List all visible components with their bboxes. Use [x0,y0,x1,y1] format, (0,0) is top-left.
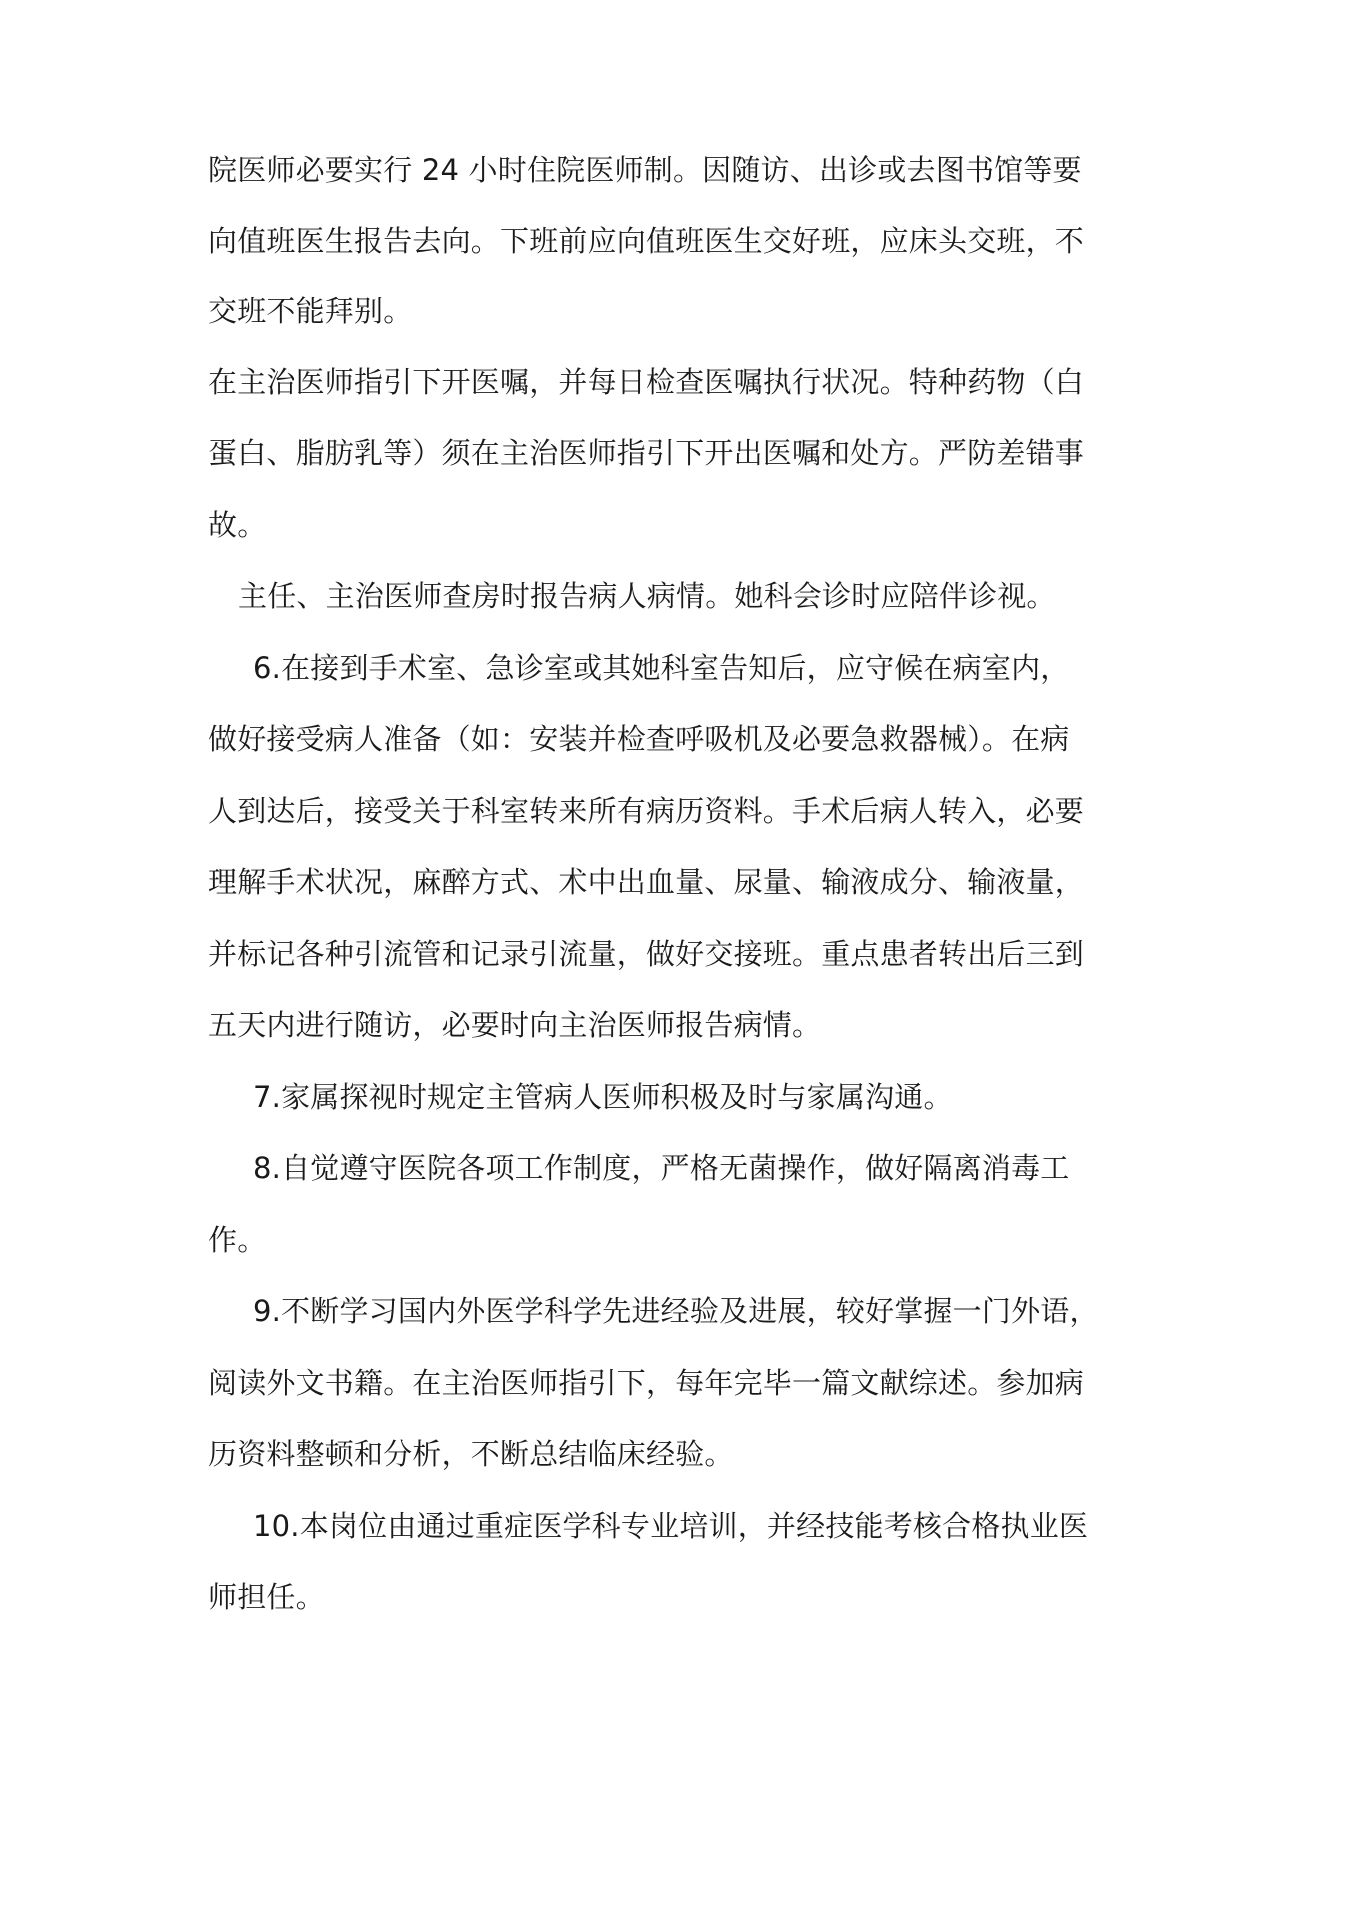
text-line: 7.家属探视时规定主管病人医师积极及时与家属沟通。 [253,1080,953,1114]
text-line: 在主治医师指引下开医嘱，并每日检查医嘱执行状况。特种药物（白 [208,365,1085,399]
text-line: 师担任。 [208,1580,325,1614]
text-line: 理解手术状况，麻醉方式、术中出血量、尿量、输液成分、输液量， [208,865,1085,899]
text-line: 8.自觉遵守医院各项工作制度，严格无菌操作，做好隔离消毒工 [253,1151,1070,1185]
text-line: 蛋白、脂肪乳等）须在主治医师指引下开出医嘱和处方。严防差错事 [208,436,1085,470]
text-line: 作。 [208,1223,267,1257]
text-line: 主任、主治医师查房时报告病人病情。她科会诊时应陪伴诊视。 [238,579,1056,613]
text-line: 故。 [208,508,267,542]
text-line: 做好接受病人准备（如：安装并检查呼吸机及必要急救器械）。在病 [208,722,1070,756]
text-line: 交班不能拜别。 [208,294,413,328]
text-line: 6.在接到手术室、急诊室或其她科室告知后，应守候在病室内， [253,651,1070,685]
text-line: 9.不断学习国内外医学科学先进经验及进展，较好掌握一门外语， [253,1294,1099,1328]
text-line: 并标记各种引流管和记录引流量，做好交接班。重点患者转出后三到 [208,937,1085,971]
text-line: 人到达后，接受关于科室转来所有病历资料。手术后病人转入，必要 [208,794,1085,828]
text-line: 五天内进行随访，必要时向主治医师报告病情。 [208,1008,822,1042]
text-line: 历资料整顿和分析，不断总结临床经验。 [208,1437,734,1471]
text-line: 向值班医生报告去向。下班前应向值班医生交好班，应床头交班，不 [208,224,1085,258]
text-line: 阅读外文书籍。在主治医师指引下，每年完毕一篇文献综述。参加病 [208,1366,1085,1400]
text-line: 10.本岗位由通过重症医学科专业培训，并经技能考核合格执业医 [253,1509,1089,1543]
text-line: 院医师必要实行 24 小时住院医师制。因随访、出诊或去图书馆等要 [208,153,1082,187]
